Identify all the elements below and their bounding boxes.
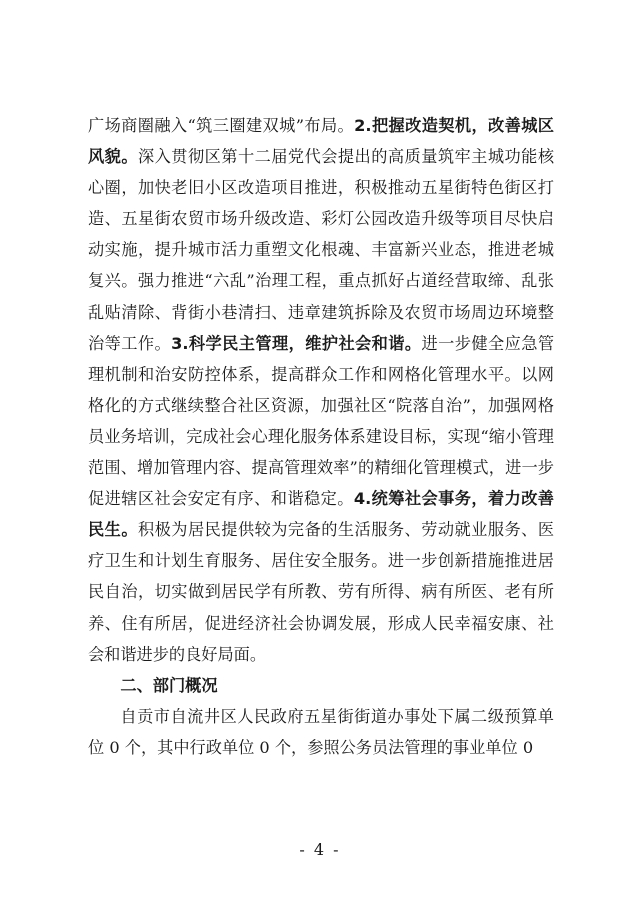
text-run: 广场商圈融入“筑三圈建双城”布局。 — [88, 116, 355, 135]
text-run: 进一步健全应急管理机制和治安防控体系，提高群众工作和网格化管理水平。以网格化的方式继续整合社区资源，加强社区“院落自治”，加强网格员业务培训，完成社会心理化服务体系建设目标，实现“缩小管理范围、增加管理内容、提高管理效率”的精细化管理模式，进一步促进辖区社会安定有序、和谐稳定。 — [88, 333, 555, 509]
section-paragraph: 自贡市自流井区人民政府五星街街道办事处下属二级预算单位 0 个，其中行政单位 0 个，参照公务员法管理的事业单位 0 — [88, 706, 554, 757]
section-heading: 二、部门概况 — [120, 675, 218, 695]
bold-subheading: 3.科学民主管理，维护社会和谐。 — [171, 333, 422, 353]
text-run: 积极为居民提供较为完备的生活服务、劳动就业服务、医疗卫生和计划生育服务、居住安全服务。进一步创新措施推进居民自治，切实做到居民学有所教、劳有所得、病有所医、老有所养、住有所居，促进经济社会协调发展，形成人民幸福安康、社会和谐进步的良好局面。 — [88, 520, 555, 664]
body-paragraph — [88, 110, 554, 670]
document-body — [88, 110, 554, 763]
page-number: - 4 - — [299, 840, 341, 859]
bold-subheading: 4.统筹社会事务，着力改善民生。 — [88, 489, 554, 540]
bold-subheading: 2.把握改造契机，改善城区风貌。 — [88, 116, 554, 167]
text-run: 深入贯彻区第十二届党代会提出的高质量筑牢主城功能核心圈，加快老旧小区改造项目推进，积极推动五星街特色街区打造、五星街农贸市场升级改造、彩灯公园改造升级等项目尽快启动实施，提升城市活力重塑文化根魂、丰富新兴业态，推进老城复兴。强力推进“六乱”治理工程，重点抓好占道经营取缔、乱张乱贴清除、背街小巷清扫、违章建筑拆除及农贸市场周边环境整治等工作。 — [88, 147, 555, 353]
